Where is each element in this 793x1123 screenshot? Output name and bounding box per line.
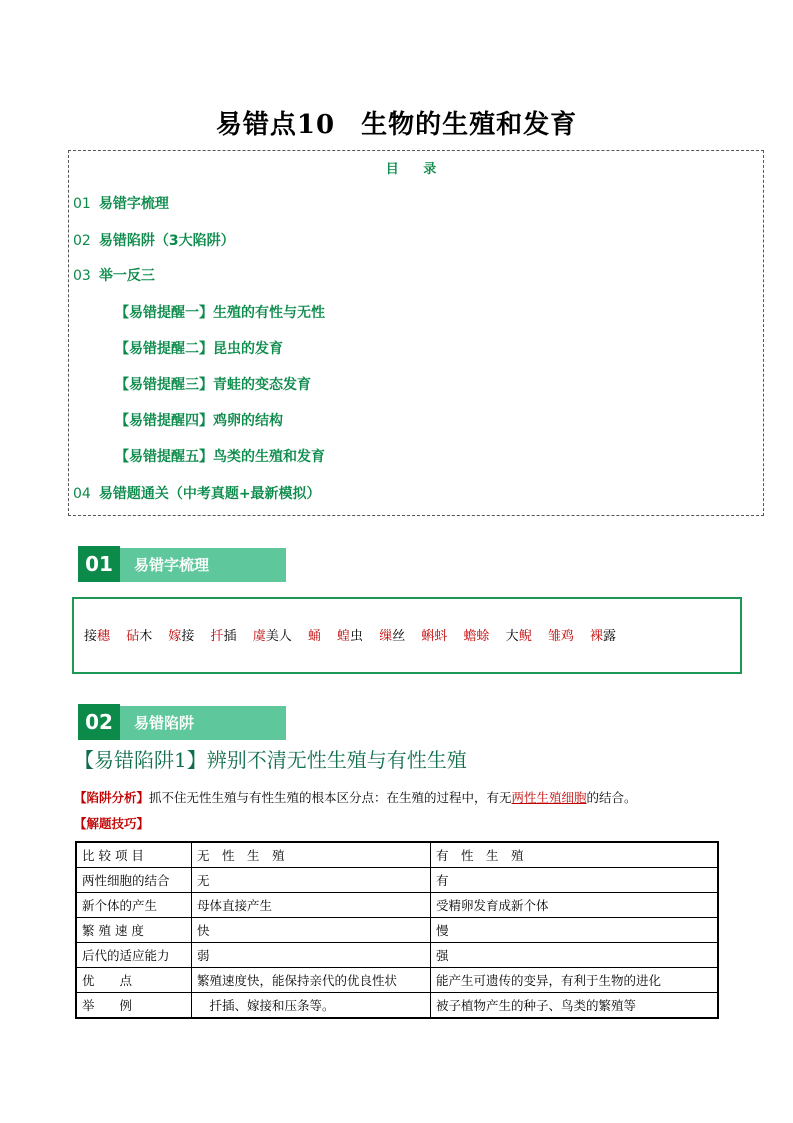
word-saosi: 缫丝	[379, 629, 406, 644]
section-label: 易错陷阱	[120, 706, 286, 740]
trap-1-title: 【易错陷阱1】辨别不清无性生殖与有性生殖	[74, 748, 467, 772]
word-jiesui: 接穗	[84, 629, 111, 644]
table-row: 举 例 扦插、嫁接和压条等。 被子植物产生的种子、鸟类的繁殖等	[76, 993, 718, 1019]
page-title	[0, 104, 793, 141]
title-number: 易错点10	[215, 110, 336, 140]
table-header-row: 比 较 项 目 无 性 生 殖 有 性 生 殖	[76, 842, 718, 868]
word-zhenmu: 砧木	[126, 629, 153, 644]
error-words-box	[72, 597, 742, 674]
error-words-list	[84, 625, 628, 644]
word-kedou: 蝌蚪	[421, 629, 448, 644]
word-huangchong: 蝗虫	[337, 629, 364, 644]
toc-item-02[interactable]: 02 易错陷阱（3大陷阱）	[73, 233, 235, 249]
word-luolu: 裸露	[590, 629, 617, 644]
toc-item-04[interactable]: 04 易错题通关（中考真题+最新模拟）	[73, 486, 321, 502]
table-row: 后代的适应能力 弱 强	[76, 943, 718, 968]
title-topic: 生物的生殖和发育	[361, 110, 578, 140]
toc-subitem-1[interactable]: 【易错提醒一】生殖的有性与无性	[115, 305, 325, 321]
table-row: 繁 殖 速 度 快 慢	[76, 918, 718, 943]
word-daní: 大鲵	[505, 629, 532, 644]
comparison-table	[75, 841, 719, 1019]
toc-subitem-4[interactable]: 【易错提醒四】鸡卵的结构	[115, 413, 283, 429]
toc-item-03[interactable]: 03 举一反三	[73, 268, 155, 284]
word-chuji: 雏鸡	[547, 629, 574, 644]
word-jiajie: 嫁接	[168, 629, 195, 644]
word-yong: 蛹	[307, 629, 321, 644]
section-label: 易错字梳理	[120, 548, 286, 582]
table-of-contents	[68, 150, 764, 516]
section-number: 02	[78, 704, 120, 740]
toc-subitem-2[interactable]: 【易错提醒二】昆虫的发育	[115, 341, 283, 357]
toc-subitem-5[interactable]: 【易错提醒五】鸟类的生殖和发育	[115, 449, 325, 465]
table-row: 新个体的产生 母体直接产生 受精卵发育成新个体	[76, 893, 718, 918]
word-chanchu: 蟾蜍	[463, 629, 490, 644]
trap-analysis: 【陷阱分析】抓不住无性生殖与有性生殖的根本区分点：在生殖的过程中，有无两性生殖细胞的结合。	[74, 790, 637, 805]
section-number: 01	[78, 546, 120, 582]
solving-tips-label: 【解题技巧】	[74, 816, 150, 831]
table-row: 两性细胞的结合 无 有	[76, 868, 718, 893]
toc-subitem-3[interactable]: 【易错提醒三】青蛙的变态发育	[115, 377, 311, 393]
table-row: 优 点 繁殖速度快，能保持亲代的优良性状 能产生可遗传的变异，有利于生物的进化	[76, 968, 718, 993]
word-yumeiren: 虞美人	[252, 629, 292, 644]
toc-item-01[interactable]: 01 易错字梳理	[73, 196, 169, 212]
toc-heading: 目 录	[385, 162, 447, 177]
word-qiancha: 扦插	[210, 629, 237, 644]
